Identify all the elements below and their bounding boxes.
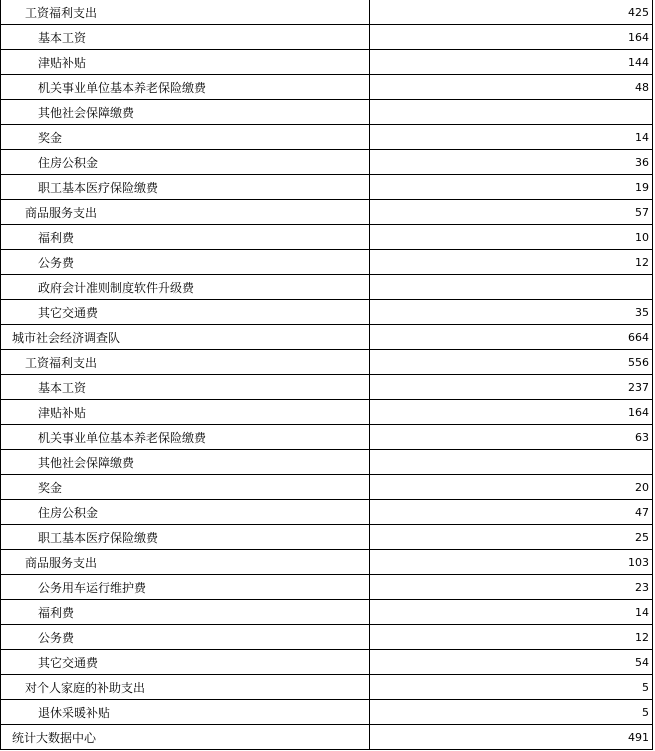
item-name-cell: 职工基本医疗保险缴费 — [1, 175, 370, 199]
table-row — [1, 149, 652, 174]
item-name-cell: 奖金 — [1, 475, 370, 499]
amount-cell: 5 — [642, 681, 649, 694]
amount-cell — [370, 100, 652, 124]
amount-cell: 12 — [635, 256, 649, 269]
amount-cell: 10 — [635, 231, 649, 244]
item-name-cell: 统计大数据中心 — [1, 725, 370, 749]
item-name-cell: 工资福利支出 — [1, 350, 370, 374]
item-name-cell: 津贴补贴 — [1, 50, 370, 74]
table-row — [1, 199, 652, 224]
amount-cell: 491 — [628, 731, 649, 744]
item-name-cell: 退休采暖补贴 — [1, 700, 370, 724]
table-row — [1, 699, 652, 724]
table-row — [1, 524, 652, 549]
item-name-cell: 职工基本医疗保险缴费 — [1, 525, 370, 549]
item-name-cell: 工资福利支出 — [1, 0, 370, 24]
table-row — [1, 424, 652, 449]
amount-cell: 164 — [628, 406, 649, 419]
table-row — [1, 0, 652, 24]
amount-cell: 14 — [635, 606, 649, 619]
table-row — [1, 99, 652, 124]
amount-cell: 19 — [635, 181, 649, 194]
item-name-cell: 福利费 — [1, 225, 370, 249]
table-row — [1, 599, 652, 624]
table-row — [1, 624, 652, 649]
item-name-cell: 机关事业单位基本养老保险缴费 — [1, 425, 370, 449]
item-name-cell: 商品服务支出 — [1, 550, 370, 574]
table-row — [1, 574, 652, 599]
table-row — [1, 474, 652, 499]
table-row — [1, 449, 652, 474]
table-row — [1, 124, 652, 149]
table-row — [1, 299, 652, 324]
item-name-cell: 其它交通费 — [1, 300, 370, 324]
amount-cell: 20 — [635, 481, 649, 494]
amount-cell: 25 — [635, 531, 649, 544]
amount-cell: 144 — [628, 56, 649, 69]
item-name-cell: 奖金 — [1, 125, 370, 149]
amount-cell: 47 — [635, 506, 649, 519]
table-row — [1, 674, 652, 699]
table-row — [1, 324, 652, 349]
item-name-cell: 商品服务支出 — [1, 200, 370, 224]
table-row — [1, 174, 652, 199]
table-row — [1, 349, 652, 374]
amount-cell: 664 — [628, 331, 649, 344]
table-row — [1, 49, 652, 74]
table-row — [1, 549, 652, 574]
amount-cell: 164 — [628, 31, 649, 44]
amount-cell: 14 — [635, 131, 649, 144]
item-name-cell: 其它交通费 — [1, 650, 370, 674]
amount-cell: 57 — [635, 206, 649, 219]
amount-cell — [370, 450, 652, 474]
item-name-cell: 政府会计准则制度软件升级费 — [1, 275, 370, 299]
item-name-cell: 基本工资 — [1, 25, 370, 49]
amount-cell: 556 — [628, 356, 649, 369]
amount-cell: 36 — [635, 156, 649, 169]
table-row — [1, 249, 652, 274]
amount-cell: 5 — [642, 706, 649, 719]
amount-cell: 23 — [635, 581, 649, 594]
table-row — [1, 649, 652, 674]
item-name-cell: 福利费 — [1, 600, 370, 624]
item-name-cell: 其他社会保障缴费 — [1, 100, 370, 124]
item-name-cell: 公务费 — [1, 250, 370, 274]
table-row — [1, 724, 652, 749]
item-name-cell: 公务用车运行维护费 — [1, 575, 370, 599]
amount-cell: 237 — [628, 381, 649, 394]
item-name-cell: 机关事业单位基本养老保险缴费 — [1, 75, 370, 99]
amount-cell: 35 — [635, 306, 649, 319]
table-row — [1, 374, 652, 399]
amount-cell: 103 — [628, 556, 649, 569]
item-name-cell: 津贴补贴 — [1, 400, 370, 424]
table-row — [1, 399, 652, 424]
amount-cell: 48 — [635, 81, 649, 94]
item-name-cell: 对个人家庭的补助支出 — [1, 675, 370, 699]
amount-cell: 54 — [635, 656, 649, 669]
amount-cell: 63 — [635, 431, 649, 444]
item-name-cell: 其他社会保障缴费 — [1, 450, 370, 474]
table-row — [1, 24, 652, 49]
item-name-cell: 公务费 — [1, 625, 370, 649]
item-name-cell: 住房公积金 — [1, 150, 370, 174]
item-name-cell: 城市社会经济调查队 — [1, 325, 370, 349]
item-name-cell: 住房公积金 — [1, 500, 370, 524]
table-row — [1, 274, 652, 299]
amount-cell: 425 — [628, 6, 649, 19]
table-row — [1, 74, 652, 99]
table-row — [1, 224, 652, 249]
amount-cell — [370, 275, 652, 299]
amount-cell: 12 — [635, 631, 649, 644]
table-row — [1, 499, 652, 524]
item-name-cell: 基本工资 — [1, 375, 370, 399]
